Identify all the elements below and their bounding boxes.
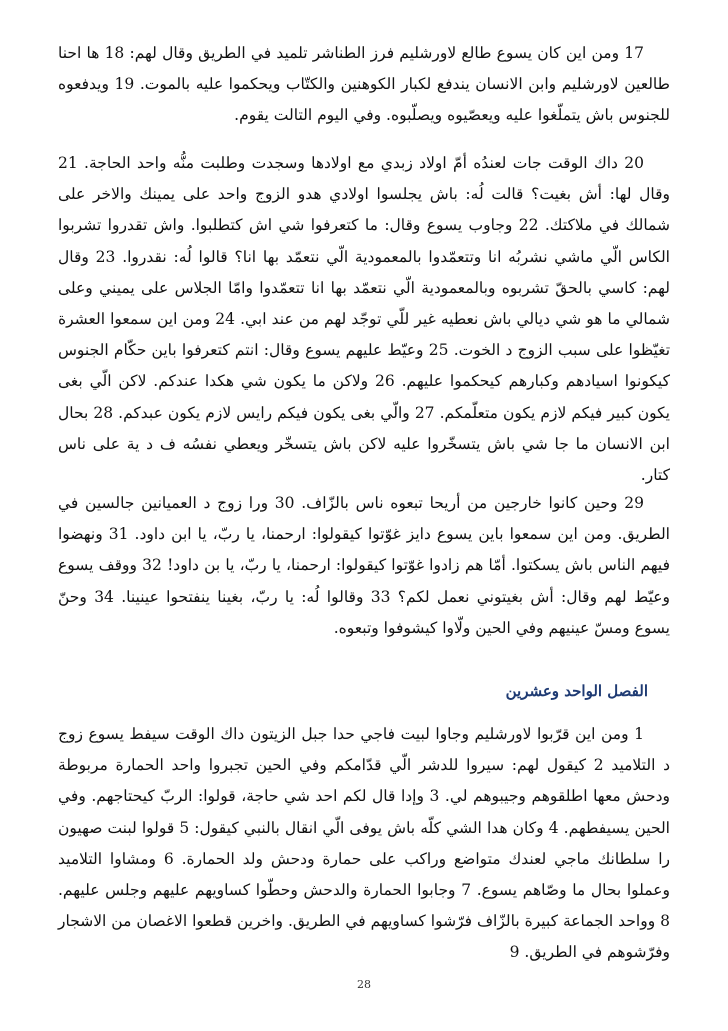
chapter-heading: الفصل الواحد وعشرين <box>505 682 648 700</box>
paragraph-verses-29-34: 29 وحين كانوا خارجين من أريحا تبعوه ناس بالزّاف. 30 ورا زوج د العميانين جالسين في الطريق. ومن اين سمعوا باين يسوع دايز غوّتوا كيقولوا: ارحمنا، يا ربّ، يا ابن داود. 31 ونهضوا فيهم الناس باش يسكتوا. أمّا هم زادوا غوّتوا كيقولوا: ارحمنا، يا ربّ، يا بن داود! 32 ووقف يسوع وعيّط لهم وقال: أش بغيتوني نعمل لكم؟ 33 وقالوا لُه: يا ربّ، بغينا ينفتحوا عينينا. 34 وحنّ يسوع ومسّ عينيهم وفي الحين ولّاوا كيشوفوا وتبعوه. <box>58 494 671 637</box>
text-block-2 <box>58 148 670 491</box>
paragraph-chapter-21: 1 ومن اين قرّبوا لاورشليم وجاوا لبيت فاجي حدا جبل الزيتون داك الوقت سيفط يسوع زوج د التلاميد 2 كيقول لهم: سيروا للدشر الّي قدّامكم وفي الحين تجبروا واحد الحمارة مربوطة ودحش معها اطلقوهم وجيبوهم لي. 3 وإدا قال لكم احد شي حاجة، قولوا: الربّ كيحتاجهم. وفي الحين يسيفطهم. 4 وكان هدا الشي كلّه باش يوفى الّي انقال بالنبي كيقول: 5 قولوا لبنت صهيون را سلطانك ماجي لعندك متواضع وراكب على حمارة ودحش ولد الحمارة. 6 ومشاوا التلاميد وعملوا بحال ما وصّاهم يسوع. 7 وجابوا الحمارة والدحش وحطّوا كساويهم عليهم وجلس عليهم. 8 وواحد الجماعة كبيرة بالزّاف فرّشوا كساويهم في الطريق. واخرين قطعوا الاغصان من الاشجار وفرّشوهم في الطريق. 9 <box>58 725 671 962</box>
paragraph-verses-17-19: 17 ومن اين كان يسوع طالع لاورشليم فرز الطناشر تلميد في الطريق وقال لهم: 18 ها احنا طالعين لاورشليم وابن الانسان يندفع لكبار الكوهنين والكتّاب ويحكموا عليه بالموت. 19 ويدفعوه للجنوس باش يتملّغوا عليه ويعصّيوه ويصلّبوه. وفي اليوم التالت يقوم. <box>58 44 670 125</box>
paragraph-verses-20-28: 20 داك الوقت جات لعندُه أمّ اولاد زبدي مع اولادها وسجدت وطلبت منُّه واحد الحاجة. 21 وقال لها: أش بغيت؟ قالت لُه: باش يجلسوا اولادي هدو الزوج واحد على يمينك والاخر على شمالك في ملاكتك. 22 وجاوب يسوع وقال: ما كتعرفوا شي اش كتطلبوا. واش تقدروا تشربوا الكاس الّي ماشي نشربُه انا وتتعمّدوا بالمعمودية الّي نتعمّد بها انا؟ قالوا لُه: نقدروا. 23 وقال لهم: كاسي بالحقّ تشربوه وبالمعمودية الّي نتعمّد بها انا تتعمّدوا وامّا الجلاس على يميني وعلى شمالي ما هو شي ديالي باش نعطيه غير للّي توجّد لهم من عند ابي. 24 ومن اين سمعوا العشرة تغيّظوا على سبب الزوج د الخوت. 25 وعيّط عليهم يسوع وقال: انتم كتعرفوا باين حكّام الجنوس كيكونوا اسيادهم وكبارهم كيحكموا عليهم. 26 ولاكن ما يكون شي هكدا عندكم. لاكن الّي بغى يكون كبير فيكم لازم يكون متعلّمكم. 27 والّي بغى يكون فيكم رايس لازم يكون عبدكم. 28 بحال ابن الانسان ما جا شي باش يتسخّروا عليه لاكن باش يتسخّر ويعطي نفسُه ف د ية على ناس كتار. <box>58 154 671 485</box>
text-block-4 <box>58 719 670 969</box>
text-block-1 <box>58 38 670 132</box>
text-block-3 <box>58 488 670 644</box>
page-number: 28 <box>357 978 371 991</box>
